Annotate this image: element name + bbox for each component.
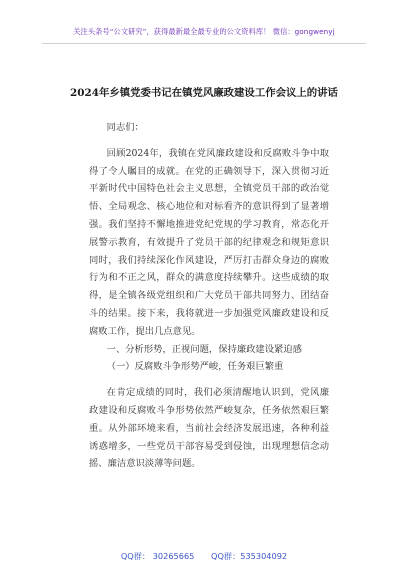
document-body — [89, 119, 329, 473]
document-title: 2024年乡镇党委书记在镇党风廉政建设工作会议上的讲话 — [70, 87, 338, 99]
footer — [0, 551, 408, 562]
subsection-heading-1: （一）反腐败斗争形势严峻，任务艰巨繁重 — [106, 361, 284, 373]
header-divider — [42, 43, 366, 44]
footer-qq-group-1: QQ群： 30265665 — [120, 551, 195, 561]
header-banner: 关注头条号“公文研究”，获得最新最全最专业的公文资料库！ 微信：gongwenyj — [73, 27, 335, 36]
greeting: 同志们： — [106, 122, 144, 133]
paragraph-situation: 在肯定成绩的同时，我们必须清醒地认识到，党风廉政建设和反腐败斗争形势依然严峻复杂，任务依然艰巨繁重。从外部环境来看，当前社会经济发展迅速，各种利益诱惑增多，一些党员干部容易受到侵蚀，出现理想信念动摇、廉洁意识淡薄等问题。 — [89, 387, 329, 470]
section-heading-1: 一、分析形势，正视问题，保持廉政建设紧迫感 — [106, 343, 302, 355]
paragraph-review: 回顾2024年，我镇在党风廉政建设和反腐败斗争中取得了令人瞩目的成就。在党的正确领导下，深入贯彻习近平新时代中国特色社会主义思想，全镇党员干部的政治觉悟、全局观念、核心地位和对标看齐的意识得到了显著增强。我们坚持不懈地推进党纪党规的学习教育，常态化开展警示教育，有效提升了党员干部的纪律观念和规矩意识同时，我们持续深化作风建设，严厉打击群众身边的腐败行为和不正之风，群众的满意度持续攀升。这些成绩的取得，是全镇各级党组织和广大党员干部共同努力、团结奋斗的结果。接下来，我将就进一步加强党风廉政建设和反腐败工作，提出几点意见。 — [89, 147, 329, 337]
footer-qq-group-2: QQ群：535304092 — [211, 551, 288, 561]
